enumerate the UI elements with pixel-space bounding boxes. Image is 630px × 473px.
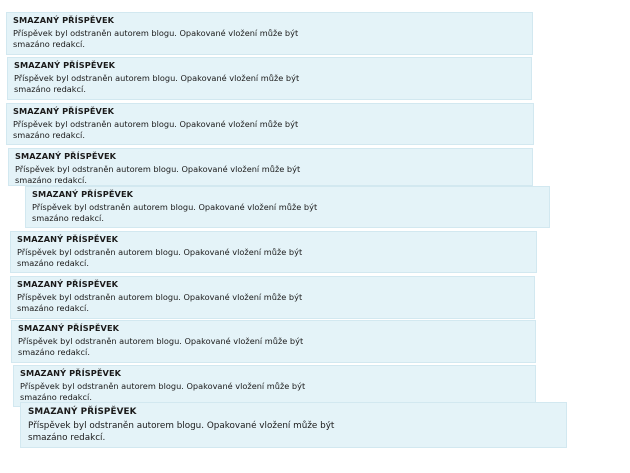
deleted-post-notice [10, 231, 537, 273]
deleted-post-title: SMAZANÝ PŘÍSPĚVEK [20, 368, 122, 378]
deleted-post-message: Příspěvek byl odstraněn autorem blogu. Opakované vložení může být smazáno redakcí. [20, 381, 306, 402]
deleted-post-message: Příspěvek byl odstraněn autorem blogu. Opakované vložení může být smazáno redakcí. [32, 202, 318, 223]
deleted-post-notice [25, 186, 550, 228]
deleted-post-message: Příspěvek byl odstraněn autorem blogu. Opakované vložení může být smazáno redakcí. [28, 421, 335, 443]
deleted-post-notice [8, 148, 533, 186]
deleted-post-title: SMAZANÝ PŘÍSPĚVEK [15, 151, 117, 161]
deleted-post-notice [10, 276, 535, 319]
deleted-post-title: SMAZANÝ PŘÍSPĚVEK [17, 279, 119, 289]
deleted-post-message: Příspěvek byl odstraněn autorem blogu. Opakované vložení může být smazáno redakcí. [17, 292, 303, 313]
deleted-post-title: SMAZANÝ PŘÍSPĚVEK [13, 15, 115, 25]
deleted-post-notice [20, 402, 567, 448]
deleted-post-notice [6, 12, 533, 55]
deleted-post-notice [13, 365, 536, 407]
deleted-post-notice [11, 320, 536, 363]
deleted-post-title: SMAZANÝ PŘÍSPĚVEK [14, 60, 116, 70]
deleted-post-title: SMAZANÝ PŘÍSPĚVEK [32, 189, 134, 199]
deleted-post-message: Příspěvek byl odstraněn autorem blogu. Opakované vložení může být smazáno redakcí. [18, 336, 304, 357]
deleted-post-message: Příspěvek byl odstraněn autorem blogu. Opakované vložení může být smazáno redakcí. [15, 164, 301, 185]
deleted-post-title: SMAZANÝ PŘÍSPĚVEK [17, 234, 119, 244]
deleted-post-notice [7, 57, 532, 100]
deleted-post-message: Příspěvek byl odstraněn autorem blogu. Opakované vložení může být smazáno redakcí. [13, 28, 299, 49]
deleted-post-message: Příspěvek byl odstraněn autorem blogu. Opakované vložení může být smazáno redakcí. [13, 119, 299, 140]
deleted-post-title: SMAZANÝ PŘÍSPĚVEK [28, 407, 137, 417]
deleted-post-title: SMAZANÝ PŘÍSPĚVEK [13, 106, 115, 116]
deleted-post-title: SMAZANÝ PŘÍSPĚVEK [18, 323, 120, 333]
deleted-post-message: Příspěvek byl odstraněn autorem blogu. Opakované vložení může být smazáno redakcí. [14, 73, 300, 94]
deleted-post-notice [6, 103, 534, 145]
deleted-post-message: Příspěvek byl odstraněn autorem blogu. Opakované vložení může být smazáno redakcí. [17, 247, 303, 268]
